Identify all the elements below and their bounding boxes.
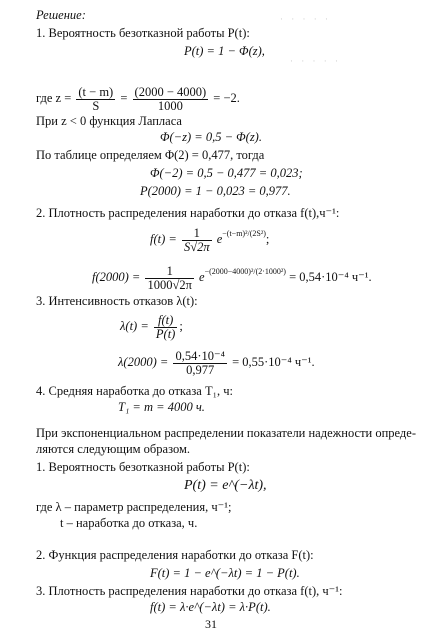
scan-noise: · · · · ·	[280, 14, 331, 24]
laplace-intro: При z < 0 функция Лапласа	[36, 114, 182, 128]
formula-p-t: P(t) = 1 − Φ(z),	[184, 44, 265, 58]
z-value-fraction: $\frac{(2000 - 4000)}{1000}$	[134, 84, 207, 113]
density-formula: f(t) = $\frac{1}{S√2\pi}$ $e^{-(t-m)^2/(2S^2)}$;	[150, 225, 270, 254]
intensity-fraction: $\frac{f(t)}{P(t)}$	[155, 312, 176, 341]
section-1-title: 1. Вероятность безотказной работы P(t):	[36, 26, 250, 40]
exponential-intro-line-1: При экспоненциальном распределении показатели надежности опреде-	[36, 426, 416, 440]
density-fraction: $\frac{1}{S√2\pi}$	[183, 225, 210, 254]
phi-minus-2: Φ(−2) = 0,5 − 0,477 = 0,023;	[150, 166, 303, 180]
section-2-title: 2. Плотность распределения наработки до отказа f(t),ч⁻¹:	[36, 206, 340, 220]
exp-section-1-title: 1. Вероятность безотказной работы P(t):	[36, 460, 250, 474]
density-exponent: −(t−m)²/(2S²)	[222, 229, 266, 238]
z-label: где z =	[36, 91, 72, 105]
section-4-title: 4. Средняя наработка до отказа T₁, ч:	[36, 384, 233, 398]
table-lookup: По таблице определяем Φ(2) = 0,477, тогда	[36, 148, 265, 162]
exponential-intro-line-2: ляются следующим образом.	[36, 442, 190, 456]
scan-noise: · · · · ·	[290, 56, 341, 66]
density-2000-exponent: −(2000−4000)²/(2·1000²)	[204, 267, 286, 276]
intensity-2000: λ(2000) = $\frac{\text{0,54·10⁻⁴}}{0,977}$ = 0,55·10⁻⁴ ч⁻¹.	[118, 348, 315, 377]
exp-section-2-title: 2. Функция распределения наработки до отказа F(t):	[36, 548, 314, 562]
intensity-formula: λ(t) = $\frac{f(t)}{P(t)}$ ;	[120, 312, 183, 341]
exp-p-formula: P(t) = e^(−λt),	[184, 478, 267, 493]
formula-z: где z = $\frac{(t - m)}{S}$ = $\frac{(2000 - 4000)}{1000}$ = −2.	[36, 84, 240, 113]
mean-time-formula: T₁ = m = 4000 ч.	[118, 400, 205, 414]
laplace-formula: Φ(−z) = 0,5 − Φ(z).	[160, 130, 262, 144]
intensity-2000-result: = 0,55·10⁻⁴ ч⁻¹.	[232, 355, 315, 369]
p-2000: P(2000) = 1 − 0,023 = 0,977.	[140, 184, 291, 198]
lambda-definition: где λ – параметр распределения, ч⁻¹;	[36, 500, 232, 514]
page-number: 31	[205, 617, 217, 631]
exp-density-formula: f(t) = λ·e^(−λt) = λ·P(t).	[150, 600, 271, 614]
density-2000: f(2000) = $\frac{1}{1000√2\pi}$ $e^{-(2000-4000)^2/(2\cdot 1000^2)} = 0,54\cdot 10^{-4}$ ч⁻¹.	[92, 263, 372, 292]
z-result: = −2.	[213, 91, 240, 105]
t-definition: t – наработка до отказа, ч.	[60, 516, 198, 530]
exp-section-3-title: 3. Плотность распределения наработки до отказа f(t), ч⁻¹:	[36, 584, 343, 598]
density-2000-result: = 0,54·10⁻⁴ ч⁻¹.	[289, 270, 372, 284]
solution-heading: Решение:	[36, 8, 86, 22]
density-2000-fraction: $\frac{1}{1000√2\pi}$	[147, 263, 192, 292]
intensity-2000-fraction: $\frac{\text{0,54·10⁻⁴}}{0,977}$	[175, 348, 225, 377]
z-fraction: $\frac{(t - m)}{S}$	[78, 84, 114, 113]
exp-cdf-formula: F(t) = 1 − e^(−λt) = 1 − P(t).	[150, 566, 300, 580]
section-3-title: 3. Интенсивность отказов λ(t):	[36, 294, 198, 308]
